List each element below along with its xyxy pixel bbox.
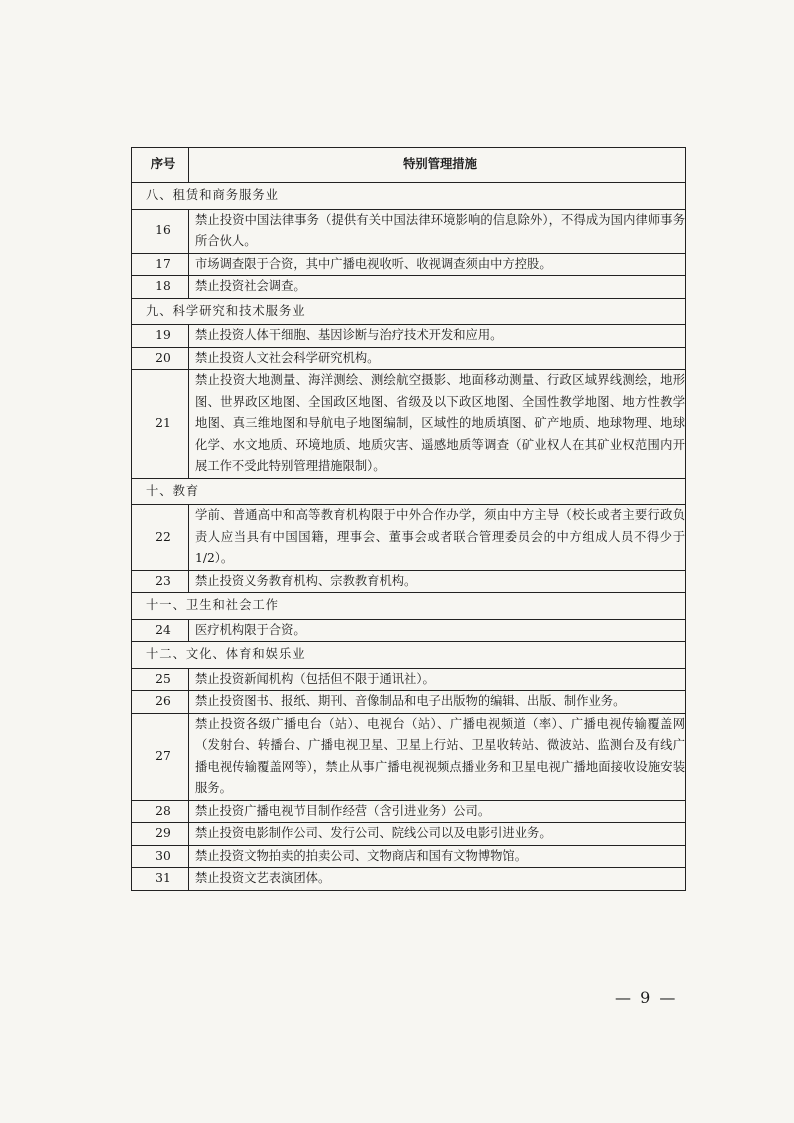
section-title: 十二、文化、体育和娱乐业 bbox=[132, 642, 686, 669]
table-row bbox=[132, 505, 686, 571]
header-measures: 特别管理措施 bbox=[189, 148, 686, 183]
row-number: 21 bbox=[132, 370, 189, 479]
row-number: 20 bbox=[132, 347, 189, 370]
section-title: 十、教育 bbox=[132, 478, 686, 505]
row-text: 禁止投资大地测量、海洋测绘、测绘航空摄影、地面移动测量、行政区域界线测绘，地形图、世界政区地图、全国政区地图、省级及以下政区地图、全国性教学地图、地方性教学地图、真三维地图和导航电子地图编制，区域性的地质填图、矿产地质、地球物理、地球化学、水文地质、环境地质、地质灾害、遥感地质等调查（矿业权人在其矿业权范围内开展工作不受此特别管理措施限制）。 bbox=[189, 370, 686, 479]
row-text: 禁止投资文艺表演团体。 bbox=[189, 868, 686, 891]
row-text: 医疗机构限于合资。 bbox=[189, 619, 686, 642]
special-measures-table bbox=[131, 147, 686, 891]
row-number: 24 bbox=[132, 619, 189, 642]
row-text: 禁止投资人体干细胞、基因诊断与治疗技术开发和应用。 bbox=[189, 325, 686, 348]
row-text: 禁止投资图书、报纸、期刊、音像制品和电子出版物的编辑、出版、制作业务。 bbox=[189, 691, 686, 714]
table-row bbox=[132, 800, 686, 823]
row-text: 禁止投资中国法律事务（提供有关中国法律环境影响的信息除外），不得成为国内律师事务所合伙人。 bbox=[189, 209, 686, 253]
table-row bbox=[132, 570, 686, 593]
row-text: 禁止投资新闻机构（包括但不限于通讯社）。 bbox=[189, 668, 686, 691]
section-title: 十一、卫生和社会工作 bbox=[132, 593, 686, 620]
row-text: 禁止投资各级广播电台（站）、电视台（站）、广播电视频道（率）、广播电视传输覆盖网（发射台、转播台、广播电视卫星、卫星上行站、卫星收转站、微波站、监测台及有线广播电视传输覆盖网等），禁止从事广播电视视频点播业务和卫星电视广播地面接收设施安装服务。 bbox=[189, 713, 686, 800]
table-row bbox=[132, 347, 686, 370]
header-seq: 序号 bbox=[132, 148, 189, 183]
table-row bbox=[132, 209, 686, 253]
row-number: 25 bbox=[132, 668, 189, 691]
section-title: 八、租赁和商务服务业 bbox=[132, 183, 686, 210]
table-row bbox=[132, 713, 686, 800]
table-row bbox=[132, 325, 686, 348]
row-number: 19 bbox=[132, 325, 189, 348]
row-text: 禁止投资人文社会科学研究机构。 bbox=[189, 347, 686, 370]
row-text: 市场调查限于合资，其中广播电视收听、收视调查须由中方控股。 bbox=[189, 253, 686, 276]
section-row bbox=[132, 642, 686, 669]
row-number: 22 bbox=[132, 505, 189, 571]
section-row bbox=[132, 593, 686, 620]
row-number: 23 bbox=[132, 570, 189, 593]
row-text: 学前、普通高中和高等教育机构限于中外合作办学，须由中方主导（校长或者主要行政负责人应当具有中国国籍，理事会、董事会或者联合管理委员会的中方组成人员不得少于1/2）。 bbox=[189, 505, 686, 571]
table-row bbox=[132, 823, 686, 846]
row-text: 禁止投资文物拍卖的拍卖公司、文物商店和国有文物博物馆。 bbox=[189, 845, 686, 868]
row-text: 禁止投资广播电视节目制作经营（含引进业务）公司。 bbox=[189, 800, 686, 823]
row-text: 禁止投资义务教育机构、宗教教育机构。 bbox=[189, 570, 686, 593]
section-row bbox=[132, 478, 686, 505]
row-number: 16 bbox=[132, 209, 189, 253]
row-number: 18 bbox=[132, 276, 189, 299]
row-number: 26 bbox=[132, 691, 189, 714]
section-row bbox=[132, 298, 686, 325]
table-row bbox=[132, 868, 686, 891]
row-number: 31 bbox=[132, 868, 189, 891]
table-row bbox=[132, 253, 686, 276]
row-number: 27 bbox=[132, 713, 189, 800]
table-row bbox=[132, 276, 686, 299]
row-text: 禁止投资电影制作公司、发行公司、院线公司以及电影引进业务。 bbox=[189, 823, 686, 846]
row-number: 28 bbox=[132, 800, 189, 823]
section-title: 九、科学研究和技术服务业 bbox=[132, 298, 686, 325]
section-row bbox=[132, 183, 686, 210]
table-header-row bbox=[132, 148, 686, 183]
table-row bbox=[132, 619, 686, 642]
table-row bbox=[132, 668, 686, 691]
row-text: 禁止投资社会调查。 bbox=[189, 276, 686, 299]
table-row bbox=[132, 370, 686, 479]
row-number: 17 bbox=[132, 253, 189, 276]
table-row bbox=[132, 845, 686, 868]
page-number: — 9 — bbox=[615, 988, 678, 1007]
row-number: 30 bbox=[132, 845, 189, 868]
row-number: 29 bbox=[132, 823, 189, 846]
table-row bbox=[132, 691, 686, 714]
